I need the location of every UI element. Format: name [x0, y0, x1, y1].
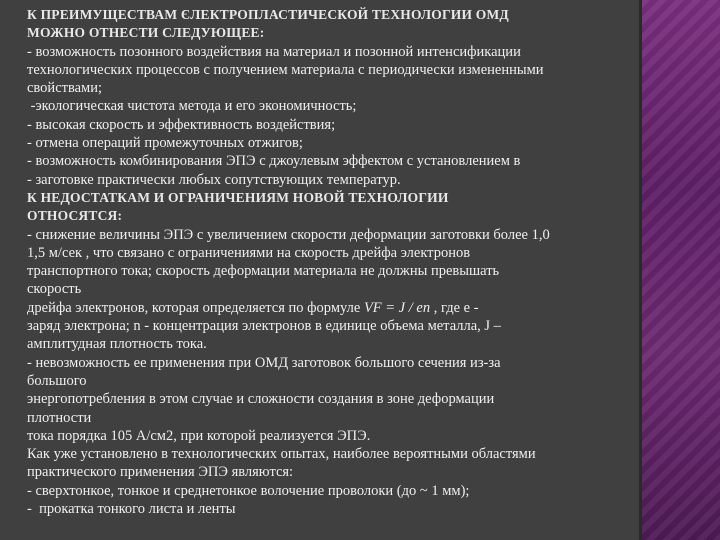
text-line: - возможность комбинирования ЭПЭ с джоулевым эффектом с установлением в: [27, 153, 521, 170]
text-line: заряд электрона; n - концентрация электронов в единице объема металла, J –: [27, 318, 501, 335]
text-line: - возможность позонного воздействия на материал и позонной интенсификации: [27, 43, 521, 60]
text-line: - высокая скорость и эффективность воздействия;: [27, 116, 336, 133]
text-line: свойствами;: [27, 80, 103, 97]
heading-line: ОТНОСЯТСЯ:: [27, 208, 123, 224]
disadvantages-heading: [27, 189, 637, 226]
formula-lead-text: дрейфа электронов, которая определяется по формуле: [27, 299, 364, 316]
formula-line: [27, 299, 637, 317]
text-line: - прокатка тонкого листа и ленты: [27, 501, 236, 518]
text-line: амплитудная плотность тока.: [27, 336, 207, 353]
text-line: энергопотребления в этом случае и сложности создания в зоне деформации: [27, 391, 495, 408]
drift-velocity-formula: VF = J / en: [363, 299, 431, 316]
heading-line: МОЖНО ОТНЕСТИ СЛЕДУЮЩЕЕ:: [27, 25, 265, 41]
formula-suffix: , где е -: [430, 299, 479, 316]
text-line: скорость: [27, 281, 82, 298]
disadvantages-list: [27, 226, 637, 519]
text-line: тока порядка 105 А/см2, при которой реализуется ЭПЭ.: [27, 427, 371, 444]
text-line: Как уже установлено в технологических опытах, наиболее вероятными областями: [27, 446, 536, 463]
slide-content: [27, 6, 637, 518]
text-line: практического применения ЭПЭ являются:: [27, 464, 294, 481]
text-line: плотности: [27, 409, 92, 426]
heading-line: К ПРЕИМУЩЕСТВАМ ЄЛЕКТРОПЛАСТИЧЕСКОЙ ТЕХНОЛОГИИ ОМД: [27, 7, 509, 22]
advantages-heading: [27, 6, 637, 43]
text-line: -экологическая чистота метода и его экономичность;: [27, 98, 357, 115]
text-line: технологических процессов с получением материала с периодически измененными: [27, 61, 544, 78]
advantages-list: [27, 43, 637, 189]
text-line: большого: [27, 372, 87, 389]
text-line: - снижение величины ЭПЭ с увеличением скорости деформации заготовки более 1,0: [27, 226, 550, 243]
decorative-side-bar: [642, 0, 720, 540]
text-line: - невозможность ее применения при ОМД заготовок большого сечения из-за: [27, 354, 501, 371]
text-line: - отмена операций промежуточных отжигов;: [27, 135, 303, 152]
text-line: - сверхтонкое, тонкое и среднетонкое волочение проволоки (до ~ 1 мм);: [27, 482, 470, 499]
text-line: - заготовке практически любых сопутствующих температур.: [27, 171, 401, 188]
text-line: транспортного тока; скорость деформации материала не должны превышать: [27, 263, 500, 280]
text-line: 1,5 м/сек , что связано с ограничениями на скорость дрейфа электронов: [27, 244, 471, 261]
heading-line: К НЕДОСТАТКАМ И ОГРАНИЧЕНИЯМ НОВОЙ ТЕХНОЛОГИИ: [27, 189, 449, 205]
